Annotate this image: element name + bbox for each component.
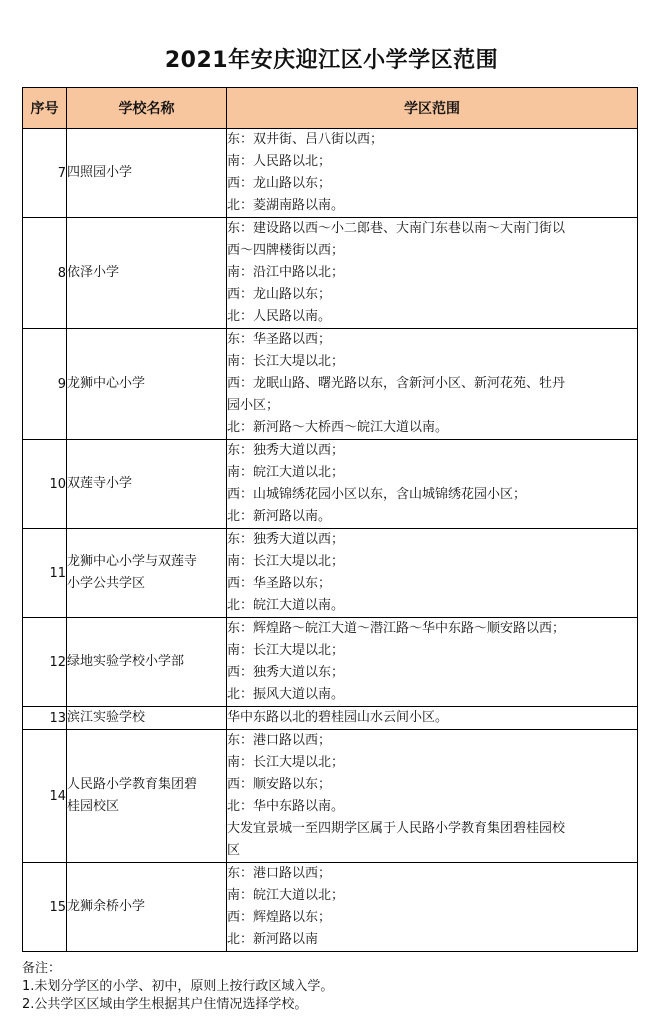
district-scope-line: 北：新河路～大桥西～皖江大道以南。 <box>227 420 449 435</box>
district-scope <box>227 730 638 863</box>
district-scope <box>227 863 638 952</box>
school-name-line: 龙狮余桥小学 <box>67 899 146 914</box>
school-name-line: 滨江实验学校 <box>67 710 146 725</box>
row-number: 9 <box>23 329 67 440</box>
district-scope-line: 北：菱湖南路以南。 <box>227 198 345 213</box>
table-row <box>23 707 638 730</box>
school-name-line: 双莲寺小学 <box>67 476 133 491</box>
district-scope-line: 西：辉煌路以东； <box>227 910 332 925</box>
district-scope-line: 西：龙山路以东； <box>227 287 332 302</box>
district-scope-line: 南：人民路以北； <box>227 154 332 169</box>
school-name-line: 依泽小学 <box>67 265 120 280</box>
table-row <box>23 440 638 529</box>
district-scope <box>227 618 638 707</box>
district-scope <box>227 329 638 440</box>
district-scope-line: 北：新河路以南。 <box>227 509 332 524</box>
school-name <box>67 730 227 863</box>
page-title: 2021年安庆迎江区小学学区范围 <box>164 48 499 73</box>
school-name-line: 小学公共学区 <box>67 576 146 591</box>
district-scope-line: 西：顺安路以东； <box>227 777 332 792</box>
district-scope-line: 东：港口路以西； <box>227 866 332 881</box>
table-row <box>23 129 638 218</box>
district-scope-line: 南：沿江中路以北； <box>227 265 345 280</box>
district-scope-line: 北：华中东路以南。 <box>227 799 345 814</box>
school-name <box>67 863 227 952</box>
district-scope-line: 东：独秀大道以西； <box>227 532 345 547</box>
table-row <box>23 863 638 952</box>
row-number: 8 <box>23 218 67 329</box>
district-scope-line: 东：辉煌路～皖江大道～潜江路～华中东路～顺安路以西； <box>227 621 566 636</box>
district-scope-line: 西：独秀大道以东； <box>227 665 345 680</box>
school-name-line: 四照园小学 <box>67 165 133 180</box>
notes-label: 备注： <box>22 961 62 976</box>
school-name <box>67 618 227 707</box>
district-scope-line: 大发宜景城一至四期学区属于人民路小学教育集团碧桂园校 <box>227 821 566 836</box>
district-scope-line: 南：长江大堤以北； <box>227 755 345 770</box>
row-number: 14 <box>23 730 67 863</box>
district-scope-line: 区 <box>227 843 241 858</box>
school-district-table <box>22 87 638 952</box>
school-name-line: 桂园校区 <box>67 799 120 814</box>
district-scope-line: 南：长江大堤以北； <box>227 354 345 369</box>
note-item: 1.未划分学区的小学、初中，原则上按行政区域入学。 <box>22 979 334 994</box>
table-row <box>23 218 638 329</box>
table-row <box>23 730 638 863</box>
school-name-line: 龙狮中心小学与双莲寺 <box>67 554 198 569</box>
note-item: 2.公共学区区域由学生根据其户住情况选择学校。 <box>22 997 308 1012</box>
district-scope-line: 西：山城锦绣花园小区以东，含山城锦绣花园小区； <box>227 487 527 502</box>
notes <box>22 960 637 1014</box>
district-scope-line: 南：皖江大道以北； <box>227 888 345 903</box>
school-name <box>67 529 227 618</box>
district-scope <box>227 129 638 218</box>
school-name <box>67 440 227 529</box>
table-row <box>23 329 638 440</box>
district-scope-line: 南：皖江大道以北； <box>227 465 345 480</box>
school-name-line: 绿地实验学校小学部 <box>67 654 185 669</box>
school-name <box>67 329 227 440</box>
district-scope-line: 东：港口路以西； <box>227 733 332 748</box>
district-scope-line: 西：龙山路以东； <box>227 176 332 191</box>
district-scope-line: 西：龙眠山路、曙光路以东，含新河小区、新河花苑、牡丹 <box>227 376 566 391</box>
row-number: 11 <box>23 529 67 618</box>
district-scope-line: 北：皖江大道以南。 <box>227 598 345 613</box>
district-scope-line: 西：华圣路以东； <box>227 576 332 591</box>
table-header-row <box>23 88 638 129</box>
district-scope-line: 北：新河路以南 <box>227 932 319 947</box>
school-name-line: 龙狮中心小学 <box>67 376 146 391</box>
row-number: 10 <box>23 440 67 529</box>
school-name <box>67 707 227 730</box>
table-row <box>23 529 638 618</box>
district-scope-line: 北：人民路以南。 <box>227 309 332 324</box>
school-name <box>67 129 227 218</box>
header-school: 学校名称 <box>67 88 227 129</box>
district-scope-line: 北：振风大道以南。 <box>227 687 345 702</box>
table-row <box>23 618 638 707</box>
table-body <box>23 129 638 952</box>
district-scope-line: 南：长江大堤以北； <box>227 554 345 569</box>
header-no: 序号 <box>23 88 67 129</box>
school-name <box>67 218 227 329</box>
row-number: 13 <box>23 707 67 730</box>
district-scope-line: 西～四牌楼街以西； <box>227 243 345 258</box>
district-scope-line: 园小区； <box>227 398 280 413</box>
row-number: 15 <box>23 863 67 952</box>
header-area: 学区范围 <box>227 88 638 129</box>
district-scope <box>227 529 638 618</box>
district-scope-line: 东：华圣路以西； <box>227 332 332 347</box>
district-scope <box>227 707 638 730</box>
row-number: 7 <box>23 129 67 218</box>
school-name-line: 人民路小学教育集团碧 <box>67 777 198 792</box>
district-scope-line: 华中东路以北的碧桂园山水云间小区。 <box>227 710 449 725</box>
district-scope <box>227 440 638 529</box>
district-scope-line: 南：长江大堤以北； <box>227 643 345 658</box>
district-scope <box>227 218 638 329</box>
district-scope-line: 东：双井街、吕八街以西； <box>227 132 384 147</box>
district-scope-line: 东：建设路以西～小二郎巷、大南门东巷以南～大南门街以 <box>227 221 566 236</box>
district-scope-line: 东：独秀大道以西； <box>227 443 345 458</box>
row-number: 12 <box>23 618 67 707</box>
